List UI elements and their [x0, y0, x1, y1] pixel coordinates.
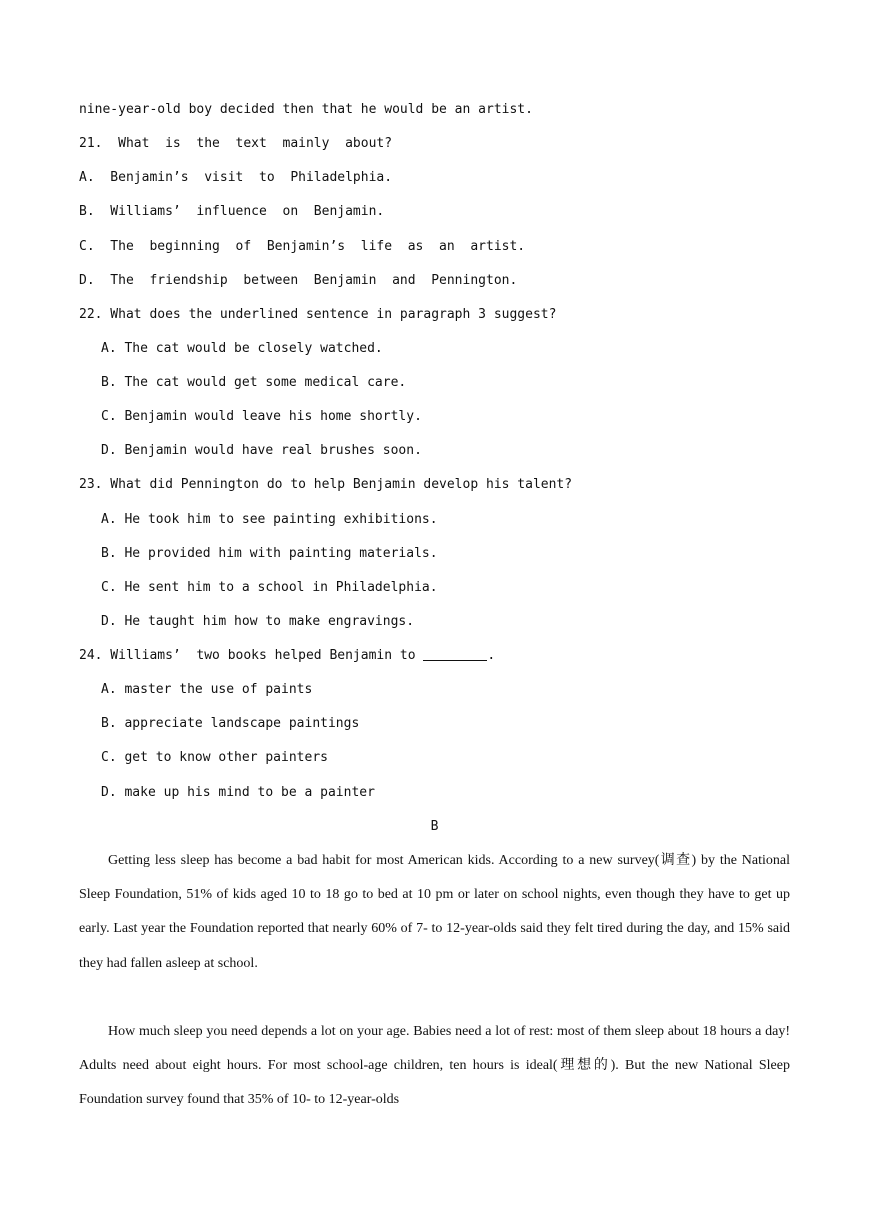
question-24-option-a: A. master the use of paints — [101, 682, 313, 697]
question-22-option-c: C. Benjamin would leave his home shortly. — [101, 409, 422, 424]
question-22-stem: 22. What does the underlined sentence in paragraph 3 suggest? — [79, 307, 557, 322]
paragraph-2: How much sleep you need depends a lot on your age. Babies need a lot of rest: most of them sleep about 18 hours a day! Adults need about eight hours. For most school-age children, ten hours is ideal(理想的). But the new National Sleep Foundation survey found that 35% of 10- to 12-year-olds — [79, 1024, 790, 1108]
question-21-stem: 21. What is the text mainly about? — [79, 136, 393, 151]
question-24-option-c: C. get to know other painters — [101, 750, 328, 765]
question-24-stem-text: 24. Williams’ two books helped Benjamin to — [79, 648, 424, 663]
question-22-option-b: B. The cat would get some medical care. — [101, 375, 407, 390]
question-23-option-b: B. He provided him with painting materials. — [101, 546, 438, 561]
question-21-option-a: A. Benjamin’s visit to Philadelphia. — [79, 170, 393, 185]
question-22-option-d: D. Benjamin would have real brushes soon. — [101, 443, 422, 458]
question-21-option-b: B. Williams’ influence on Benjamin. — [79, 204, 385, 219]
question-23-option-c: C. He sent him to a school in Philadelphia. — [101, 580, 438, 595]
carryover-line: nine-year-old boy decided then that he would be an artist. — [79, 102, 533, 117]
question-23-option-d: D. He taught him how to make engravings. — [101, 614, 415, 629]
question-24-stem — [79, 648, 495, 664]
question-21-option-c: C. The beginning of Benjamin’s life as an artist. — [79, 239, 526, 254]
paragraph-1: Getting less sleep has become a bad habit for most American kids. According to a new survey(调查) by the National Sleep Foundation, 51% of kids aged 10 to 18 go to bed at 10 pm or later on school nights, even though they have to get up early. Last year the Foundation reported that nearly 60% of 7- to 12-year-olds said they felt tired during the day, and 15% said they had fallen asleep at school. — [79, 853, 790, 971]
question-23-stem: 23. What did Pennington do to help Benjamin develop his talent? — [79, 477, 573, 492]
question-24-option-d: D. make up his mind to be a painter — [101, 785, 375, 800]
answer-blank — [423, 648, 487, 661]
question-23-option-a: A. He took him to see painting exhibitions. — [101, 512, 438, 527]
question-24-option-b: B. appreciate landscape paintings — [101, 716, 360, 731]
section-heading: B — [430, 819, 439, 834]
question-22-option-a: A. The cat would be closely watched. — [101, 341, 383, 356]
question-24-stem-end: . — [487, 648, 496, 663]
question-21-option-d: D. The friendship between Benjamin and Pennington. — [79, 273, 518, 288]
